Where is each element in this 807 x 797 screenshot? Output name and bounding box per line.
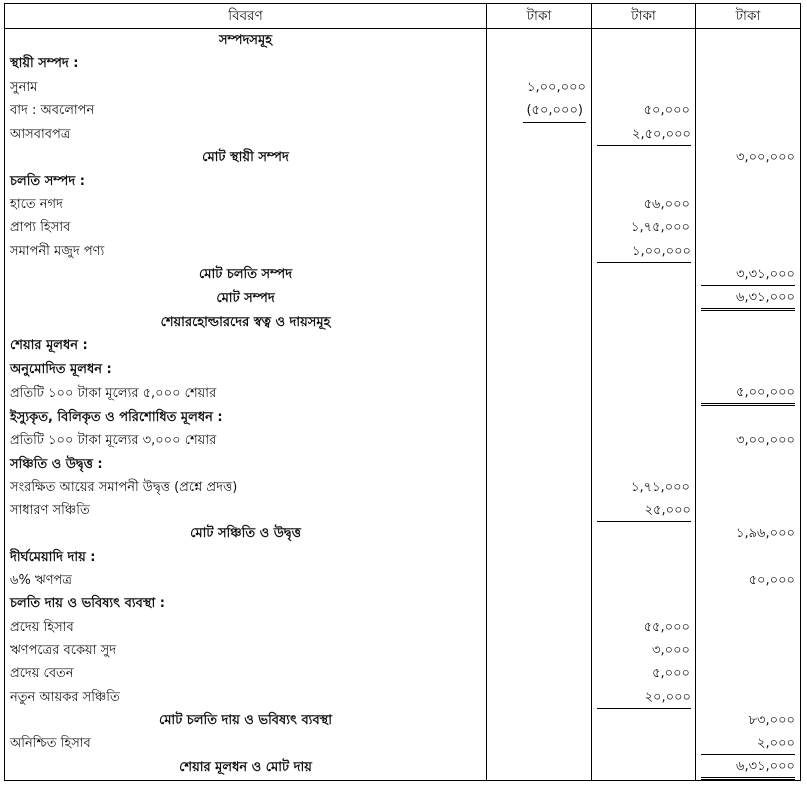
row-label: প্রাপ্য হিসাব xyxy=(5,216,487,239)
row-label: সমাপনী মজুদ পণ্য xyxy=(5,239,487,262)
amount-cell: (৫০,০০০) xyxy=(523,99,586,123)
header-description: বিবরণ xyxy=(5,4,487,29)
table-row xyxy=(5,569,801,592)
row-label: প্রদেয় বেতন xyxy=(5,662,487,685)
row-label: সংরক্ষিত আয়ের সমাপনী উদ্বৃত্ত (প্রশ্নে প্রদত্ত) xyxy=(5,476,487,499)
total-cell: ৩,০০,০০০ xyxy=(696,146,801,169)
row-label: প্রতিটি ১০০ টাকা মূল্যের ৩,০০০ শেয়ার xyxy=(5,429,487,452)
table-row xyxy=(5,732,801,755)
subtotal-label: মোট চলতি সম্পদ xyxy=(5,263,487,286)
table-row xyxy=(5,216,801,239)
grand-total-cell: ৬,৩১,০০০ xyxy=(701,757,795,780)
row-label: হাতে নগদ xyxy=(5,193,487,216)
group-heading: অনুমোদিত মূলধন : xyxy=(5,358,487,381)
amount-cell: ৫,০০০ xyxy=(592,662,696,685)
group-heading: চলতি দায় ও ভবিষ্যৎ ব্যবস্থা : xyxy=(5,592,487,615)
total-cell: ৮৩,০০০ xyxy=(696,709,801,732)
grand-total-label: শেয়ার মূলধন ও মোট দায় xyxy=(5,755,487,781)
table-row xyxy=(5,76,801,99)
table-row xyxy=(5,709,801,732)
table-row xyxy=(5,311,801,334)
group-heading: ইস্যুকৃত, বিলিকৃত ও পরিশোধিত মূলধন : xyxy=(5,406,487,429)
header-amount-2: টাকা xyxy=(592,4,696,29)
table-row xyxy=(5,639,801,662)
balance-sheet xyxy=(4,3,801,781)
table-row xyxy=(5,476,801,499)
table-row xyxy=(5,123,801,146)
amount-cell: ৩,০০০ xyxy=(592,639,696,662)
group-heading: দীর্ঘমেয়াদি দায় : xyxy=(5,546,487,569)
table-row xyxy=(5,146,801,169)
header-amount-1: টাকা xyxy=(487,4,592,29)
group-heading: সঞ্চিতি ও উদ্বৃত্ত : xyxy=(5,452,487,475)
total-cell: ৩,৩১,০০০ xyxy=(701,265,795,286)
subtotal-label: মোট চলতি দায় ও ভবিষ্যৎ ব্যবস্থা xyxy=(5,709,487,732)
row-label: সাধারণ সঞ্চিতি xyxy=(5,499,487,522)
header-amount-3: টাকা xyxy=(696,4,801,29)
amount-cell: ১,৭৫,০০০ xyxy=(592,216,696,239)
table-row xyxy=(5,499,801,522)
row-label: প্রতিটি ১০০ টাকা মূল্যের ৫,০০০ শেয়ার xyxy=(5,381,487,406)
table-row xyxy=(5,286,801,311)
group-heading: শেয়ার মূলধন : xyxy=(5,334,487,357)
total-cell: ২,০০০ xyxy=(701,734,795,755)
row-label: ৬% ঋণপত্র xyxy=(5,569,487,592)
amount-cell: ২৫,০০০ xyxy=(597,501,691,522)
amount-cell: ২০,০০০ xyxy=(597,688,691,709)
amount-cell: ১,৭১,০০০ xyxy=(592,476,696,499)
row-label: নতুন আয়কর সঞ্চিতি xyxy=(5,685,487,708)
total-cell: ৫,০০,০০০ xyxy=(701,383,795,406)
row-label: ঋণপত্রের বকেয়া সুদ xyxy=(5,639,487,662)
group-heading: চলতি সম্পদ : xyxy=(5,169,487,192)
amount-cell: ২,৫০,০০০ xyxy=(597,125,691,146)
total-cell: ১,৯৬,০০০ xyxy=(696,522,801,545)
table-row xyxy=(5,685,801,708)
grand-total-label: মোট সম্পদ xyxy=(5,286,487,311)
amount-cell: ৫৫,০০০ xyxy=(592,616,696,639)
table-row xyxy=(5,169,801,192)
table-row xyxy=(5,381,801,406)
table-row xyxy=(5,263,801,286)
table-row xyxy=(5,592,801,615)
table-row xyxy=(5,99,801,123)
table-row xyxy=(5,193,801,216)
table-row xyxy=(5,522,801,545)
table-row xyxy=(5,406,801,429)
subtotal-label: মোট সঞ্চিতি ও উদ্বৃত্ত xyxy=(5,522,487,545)
subtotal-label: মোট স্থায়ী সম্পদ xyxy=(5,146,487,169)
amount-cell: ৫৬,০০০ xyxy=(592,193,696,216)
table-row xyxy=(5,29,801,53)
amount-cell: ১,০০,০০০ xyxy=(487,76,592,99)
row-label: সুনাম xyxy=(5,76,487,99)
table-row xyxy=(5,546,801,569)
row-label: অনিশ্চিত হিসাব xyxy=(5,732,487,755)
total-cell: ৩,০০,০০০ xyxy=(696,429,801,452)
row-label: প্রদেয় হিসাব xyxy=(5,616,487,639)
table-row xyxy=(5,358,801,381)
table-row xyxy=(5,452,801,475)
section-heading-assets: সম্পদসমূহ xyxy=(5,29,487,53)
table-row xyxy=(5,616,801,639)
amount-cell: ১,০০,০০০ xyxy=(597,242,691,263)
group-heading: স্থায়ী সম্পদ : xyxy=(5,52,487,75)
grand-total-cell: ৬,৩১,০০০ xyxy=(701,288,795,311)
balance-sheet-table xyxy=(4,3,801,781)
total-cell: ৫০,০০০ xyxy=(696,569,801,592)
table-row xyxy=(5,239,801,262)
amount-cell: ৫০,০০০ xyxy=(592,99,696,123)
table-row xyxy=(5,52,801,75)
header-row xyxy=(5,4,801,29)
table-row xyxy=(5,334,801,357)
table-row xyxy=(5,662,801,685)
row-label: আসবাবপত্র xyxy=(5,123,487,146)
section-heading-equity-liabilities: শেয়ারহোল্ডারদের স্বত্ব ও দায়সমূহ xyxy=(5,311,487,334)
table-row xyxy=(5,755,801,781)
row-label: বাদ : অবলোপন xyxy=(5,99,487,123)
table-row xyxy=(5,429,801,452)
